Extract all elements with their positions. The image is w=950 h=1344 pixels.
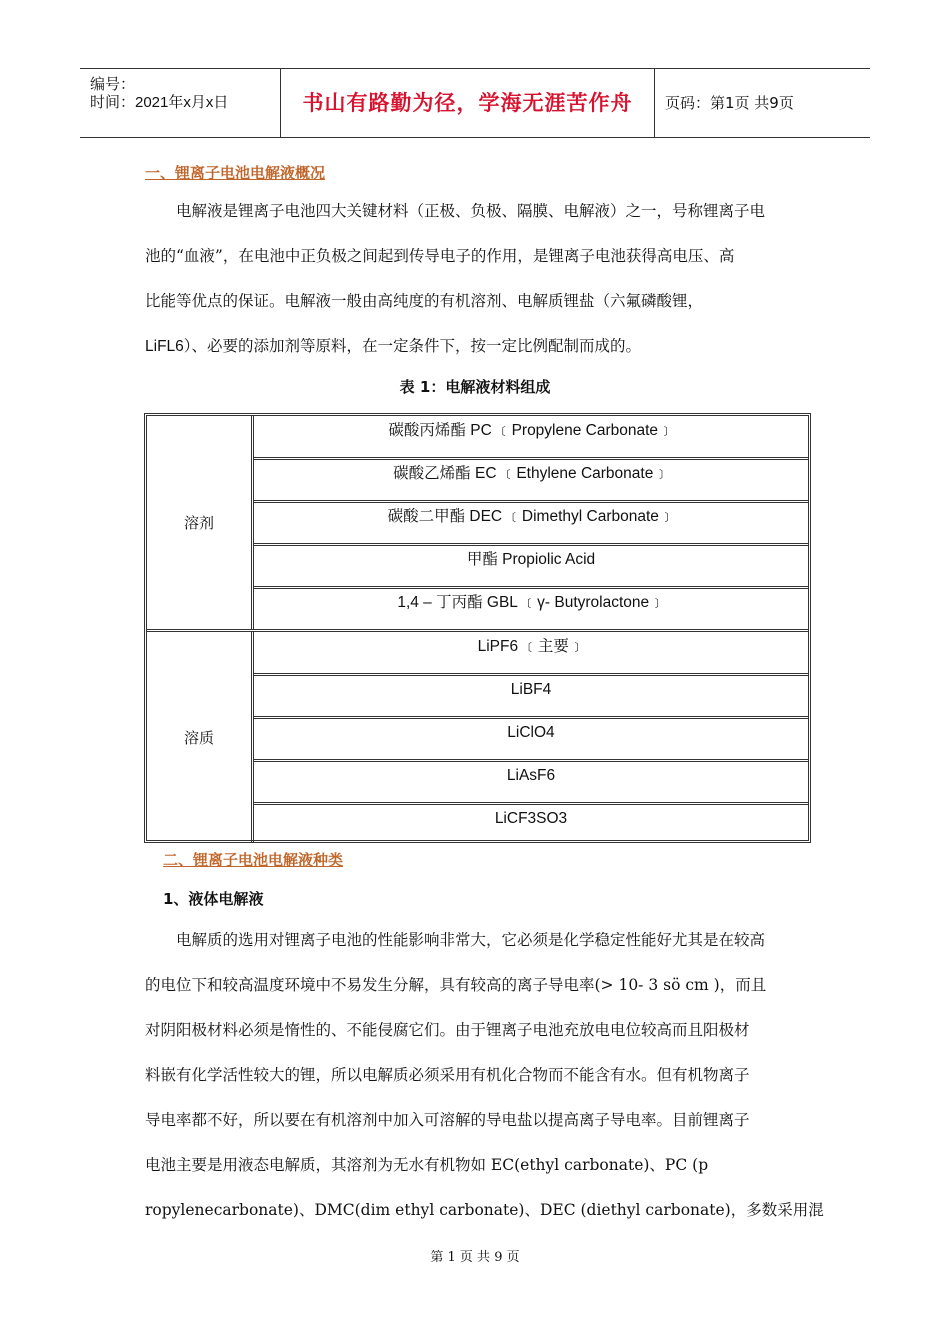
paragraph-line: 电解液是锂离子电池四大关键材料（正极、负极、隔膜、电解液）之一，号称锂离子电 [176, 202, 766, 220]
page-header [80, 68, 870, 138]
table-row: 1,4 – 丁丙酯 GBL ﹝γ- Butyrolactone﹞ [397, 594, 665, 611]
header-page-info: 页码：第1页 共9页 [665, 94, 794, 112]
paragraph-line: ropylenecarbonate)、DMC(dim ethyl carbonate)、DEC (diethyl carbonate)，多数采用混 [145, 1201, 824, 1219]
paragraph-line: 电池主要是用液态电解质，其溶剂为无水有机物如 EC(ethyl carbonate)、PC (p [145, 1156, 709, 1174]
table-caption: 表 1：电解液材料组成 [399, 378, 551, 396]
table-row: LiClO4 [254, 718, 808, 762]
paragraph-line: 的电位下和较高温度环境中不易发生分解，具有较高的离子导电率(> 10- 3 sö cm )，而且 [145, 976, 767, 994]
section-1-title: 一、锂离子电池电解液概况 [145, 164, 326, 182]
table-row: 碳酸二甲酯 DEC ﹝Dimethyl Carbonate﹞ [254, 502, 808, 546]
group-rows [251, 632, 808, 843]
paragraph-line: 池的“血液”，在电池中正负极之间起到传导电子的作用，是锂离子电池获得高电压、高 [145, 247, 735, 265]
paragraph-line: 对阴阳极材料必须是惰性的、不能侵腐它们。由于锂离子电池充放电电位较高而且阳极材 [145, 1021, 750, 1039]
table-row: LiPF6 ﹝主要﹞ [254, 632, 808, 676]
section-2-paragraph [145, 918, 824, 1233]
section-2-title: 二、锂离子电池电解液种类 [163, 851, 344, 869]
group-rows [251, 416, 808, 629]
table-row: LiAsF6 [254, 761, 808, 805]
table-group-solvent [147, 416, 808, 629]
paragraph-line: 电解质的选用对锂离子电池的性能影响非常大，它必须是化学稳定性能好尤其是在较高 [176, 931, 766, 949]
paragraph-line: 料嵌有化学活性较大的锂，所以电解质必须采用有机化合物而不能含有水。但有机物离子 [145, 1066, 750, 1084]
header-motto: 书山有路勤为径，学海无涯苦作舟 [281, 69, 655, 137]
number-label: 编号： [90, 76, 136, 93]
time-label: 时间：2021年x月x日 [90, 94, 229, 111]
page-footer: 第 1 页 共 9 页 [430, 1250, 520, 1265]
paragraph-line: LiFL6）、必要的添加剂等原料，在一定条件下，按一定比例配制而成的。 [145, 338, 642, 355]
table-row: 碳酸丙烯酯 PC ﹝Propylene Carbonate﹞ [254, 416, 808, 460]
header-meta-cell [80, 69, 281, 137]
subsection-title: 1、液体电解液 [163, 890, 264, 908]
group-label: 溶质 [183, 729, 214, 747]
paragraph-line: 导电率都不好，所以要在有机溶剂中加入可溶解的导电盐以提高离子导电率。目前锂离子 [145, 1111, 750, 1129]
group-label: 溶剂 [183, 514, 214, 532]
table-group-solute [147, 629, 808, 843]
section-1-paragraph [145, 189, 805, 369]
table-row: LiCF3SO3 [494, 810, 568, 827]
paragraph-line: 比能等优点的保证。电解液一般由高纯度的有机溶剂、电解质锂盐（六氟磷酸锂， [145, 292, 704, 310]
table-row: 碳酸乙烯酯 EC ﹝Ethylene Carbonate﹞ [254, 459, 808, 503]
materials-table [144, 413, 811, 843]
table-row: 甲酯 Propiolic Acid [254, 545, 808, 589]
table-row: LiBF4 [254, 675, 808, 719]
